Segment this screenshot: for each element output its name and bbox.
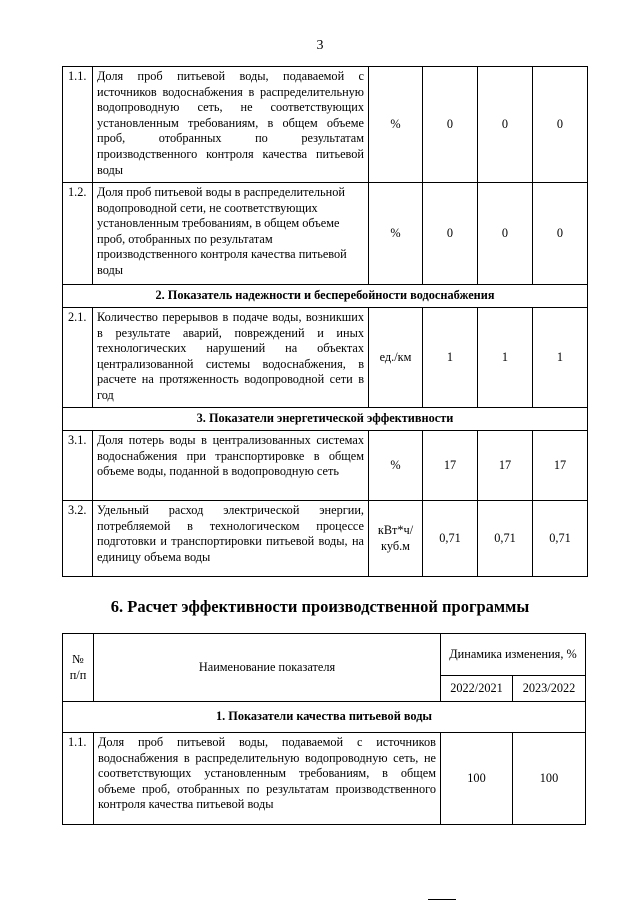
section-row: [63, 408, 588, 431]
indicators-table: [62, 66, 588, 577]
col-number-header: № п/п: [63, 634, 94, 702]
row-number: 1.1.: [63, 67, 93, 183]
value: 0,71: [423, 501, 478, 577]
row-number: 1.2.: [63, 183, 93, 285]
table-row: [63, 183, 588, 285]
value: 17: [423, 431, 478, 501]
value: 1: [423, 308, 478, 408]
value: 1: [533, 308, 588, 408]
value: 0: [533, 183, 588, 285]
value: 0: [533, 67, 588, 183]
value: 0,71: [478, 501, 533, 577]
value: 100: [513, 733, 586, 825]
unit: ед./км: [369, 308, 423, 408]
col-name-header: Наименование показателя: [94, 634, 441, 702]
unit: %: [369, 431, 423, 501]
value: 0: [478, 183, 533, 285]
unit: кВт*ч/ куб.м: [369, 501, 423, 577]
unit: %: [369, 183, 423, 285]
indicator-name: Доля проб питьевой воды в распределительной водопроводной сети, не соответствующих установленным требованиям, в общем объеме проб, отобранных по результатам производственного контроля качества питьевой воды: [93, 183, 369, 285]
page-mark: [428, 899, 456, 900]
table-row: [63, 431, 588, 501]
efficiency-table: [62, 633, 586, 825]
row-number: 1.1.: [63, 733, 94, 825]
row-number: 2.1.: [63, 308, 93, 408]
indicator-name: Удельный расход электрической энергии, потребляемой в технологическом процессе подготовки и транспортировки питьевой воды, на единицу объема воды: [93, 501, 369, 577]
indicator-name: Доля проб питьевой воды, подаваемой с источников водоснабжения в распределительную водопроводную сеть, не соответствующих установленным требованиям, в общем объеме проб, отобранных по результатам производственного контроля качества питьевой воды: [93, 67, 369, 183]
table-row: [63, 67, 588, 183]
table-row: [63, 501, 588, 577]
indicator-name: Доля проб питьевой воды, подаваемой с источников водоснабжения в распределительную водопроводную сеть, не соответствующих установленным требованиям, в общем объеме проб, отобранных по результатам производственного контроля качества питьевой воды: [94, 733, 441, 825]
value: 100: [441, 733, 513, 825]
row-number: 3.2.: [63, 501, 93, 577]
page-number: 3: [316, 38, 324, 53]
table-row: [63, 308, 588, 408]
section-heading: 6. Расчет эффективности производственной программы: [110, 597, 530, 616]
unit: %: [369, 67, 423, 183]
section-row: [63, 702, 586, 733]
value: 0: [478, 67, 533, 183]
value: 17: [533, 431, 588, 501]
col-dynamics-header: Динамика изменения, %: [441, 634, 586, 676]
section-title: 2. Показатель надежности и бесперебойности водоснабжения: [63, 285, 588, 308]
header-row: [63, 634, 586, 676]
col-year-header: 2023/2022: [513, 676, 586, 702]
col-year-header: 2022/2021: [441, 676, 513, 702]
indicator-name: Доля потерь воды в централизованных системах водоснабжения при транспортировке в общем объеме воды, поданной в водопроводную сеть: [93, 431, 369, 501]
row-number: 3.1.: [63, 431, 93, 501]
value: 0: [423, 67, 478, 183]
value: 1: [478, 308, 533, 408]
section-title: 3. Показатели энергетической эффективности: [63, 408, 588, 431]
table-row: [63, 733, 586, 825]
value: 0: [423, 183, 478, 285]
value: 0,71: [533, 501, 588, 577]
indicator-name: Количество перерывов в подаче воды, возникших в результате аварий, повреждений и иных технологических нарушений на объектах централизованной системы водоснабжения, в расчете на протяженность водопроводной сети в год: [93, 308, 369, 408]
section-row: [63, 285, 588, 308]
section-title: 1. Показатели качества питьевой воды: [63, 702, 586, 733]
value: 17: [478, 431, 533, 501]
